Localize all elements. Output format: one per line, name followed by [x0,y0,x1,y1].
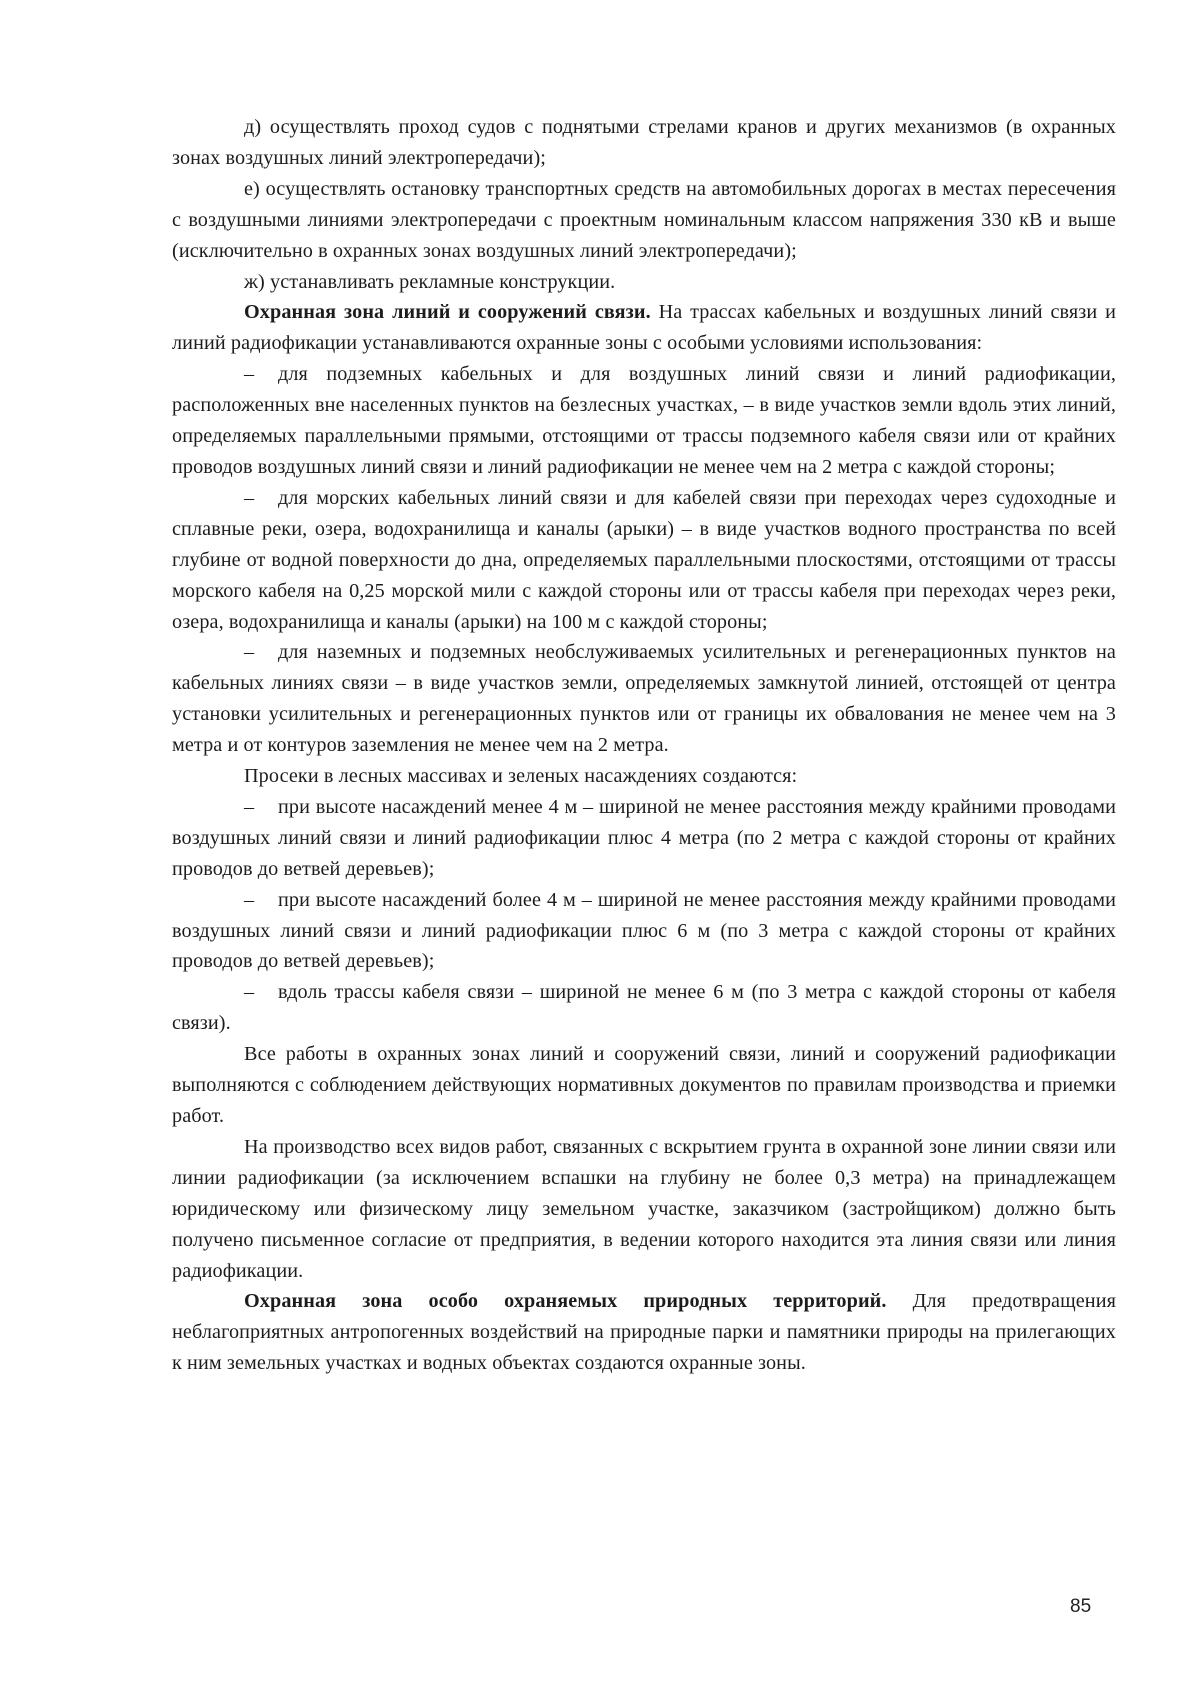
paragraph-text: при высоте насаждений более 4 м – шириной не менее расстояния между крайними проводами воздушных линий связи и линий радиофикации плюс 6 м (по 3 метра с каждой стороны от крайних проводов до ветвей деревьев); [172,888,1116,973]
section-communication-lines [172,297,1116,359]
bullet-item-height-more-4m [172,885,1116,978]
list-item-d [172,112,1116,174]
dash-bullet: – [244,363,255,386]
paragraph-excavation-consent [172,1132,1116,1287]
bullet-item-cable-route [172,977,1116,1039]
page-number: 85 [1070,1596,1092,1617]
list-item-e [172,174,1116,267]
paragraph-text: д) осуществлять проход судов с поднятыми стрелами кранов и других механизмов (в охранных зонах воздушных линий электропередачи); [172,116,1116,169]
bullet-item-height-less-4m [172,792,1116,885]
bullet-item-amplifier-points [172,637,1116,761]
paragraph-all-works [172,1039,1116,1132]
paragraph-text: вдоль трассы кабеля связи – шириной не менее 6 м (по 3 метра с каждой стороны от кабеля связи). [172,981,1116,1035]
paragraph-text: Для предотвращения неблагоприятных антропогенных воздействий на природные парки и памятники природы на прилегающих к ним земельных участках и водных объектах создаются охранные зоны. [172,1290,1116,1375]
bullet-item-sea-cables [172,483,1116,638]
dash-bullet: – [244,795,255,818]
bullet-item-underground-cables [172,359,1116,483]
paragraph-text: Все работы в охранных зонах линий и сооружений связи, линий и сооружений радиофикации выполняются с соблюдением действующих нормативных документов по правилам производства и приемки работ. [172,1043,1116,1127]
paragraph-text: для подземных кабельных и для воздушных линий связи и линий радиофикации, расположенных вне населенных пунктов на безлесных участках, – в виде участков земли вдоль этих линий, определяемых параллельными прямыми, отстоящими от трассы подземного кабеля связи или от крайних проводов воздушных линий связи и линий радиофикации не менее чем на 2 метра с каждой стороны; [172,363,1116,478]
paragraph-text: для наземных и подземных необслуживаемых усилительных и регенерационных пунктов на кабельных линиях связи – в виде участков земли, определяемых замкнутой линией, отстоящей от центра установки усилительных и регенерационных пунктов или от границы их обвалования не менее чем на 3 метра и от контуров заземления не менее чем на 2 метра. [172,641,1116,757]
paragraph-text: Просеки в лесных массивах и зеленых насаждениях создаются: [244,765,798,788]
paragraph-clearings [172,761,1116,792]
paragraph-text: при высоте насаждений менее 4 м – шириной не менее расстояния между крайними проводами воздушных линий связи и линий радиофикации плюс 4 метра (по 2 метра с каждой стороны от крайних проводов до ветвей деревьев); [172,795,1116,880]
dash-bullet: – [244,888,255,911]
list-item-zh [172,267,1116,298]
dash-bullet: – [244,981,255,1004]
section-heading: Охранная зона особо охраняемых природных территорий. [244,1290,887,1313]
document-body [172,112,1116,1379]
paragraph-text: е) осуществлять остановку транспортных средств на автомобильных дорогах в местах пересечения с воздушными линиями электропередачи с проектным номинальным классом напряжения 330 кВ и выше (исключительно в охранных зонах воздушных линий электропередачи); [172,177,1116,262]
paragraph-text: На производство всех видов работ, связанных с вскрытием грунта в охранной зоне линии связи или линии радиофикации (за исключением вспашки на глубину не более 0,3 метра) на принадлежащем юридическому или физическому лицу земельном участке, заказчиком (застройщиком) должно быть получено письменное согласие от предприятия, в ведении которого находится эта линия связи или линия радиофикации. [172,1135,1116,1282]
paragraph-text: На трассах кабельных и воздушных линий связи и линий радиофикации устанавливаются охранные зоны с особыми условиями использования: [172,301,1117,355]
dash-bullet: – [244,641,255,664]
paragraph-text: ж) устанавливать рекламные конструкции. [244,270,616,293]
dash-bullet: – [244,486,255,509]
section-heading: Охранная зона линий и сооружений связи. [244,301,651,324]
paragraph-text: для морских кабельных линий связи и для кабелей связи при переходах через судоходные и сплавные реки, озера, водохранилища и каналы (арыки) – в виде участков водного пространства по всей глубине от водной поверхности до дна, определяемых параллельными плоскостями, отстоящими от трассы морского кабеля на 0,25 морской мили с каждой стороны или от трассы кабеля при переходах через реки, озера, водохранилища и каналы (арыки) на 100 м с каждой стороны; [172,486,1116,633]
section-protected-areas [172,1286,1116,1379]
